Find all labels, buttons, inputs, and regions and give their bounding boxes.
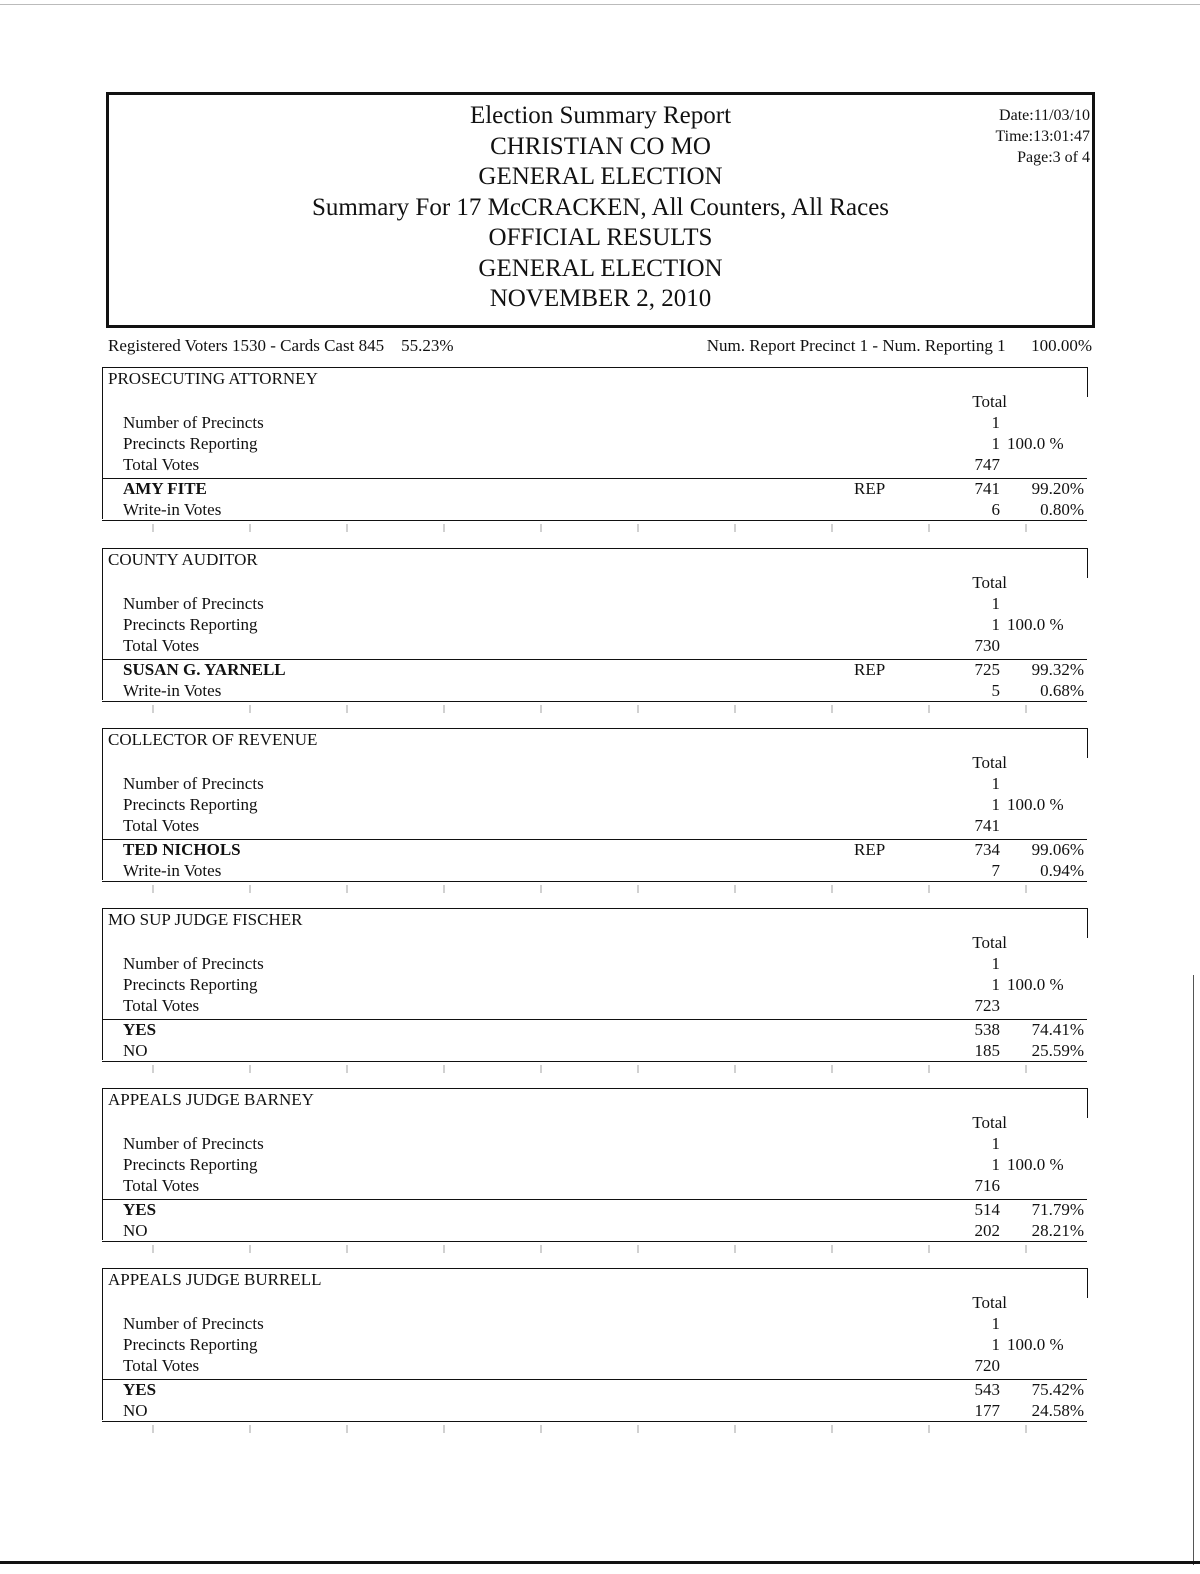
race-specks: [114, 1245, 1074, 1253]
report-date: Date:11/03/10: [999, 107, 1090, 124]
results-status: OFFICIAL RESULTS: [488, 224, 713, 251]
row-label: AMY FITE: [123, 479, 207, 498]
reporting-percent: 100.00%: [1031, 336, 1092, 355]
race-rule-tick: [1077, 908, 1087, 909]
result-row: [102, 996, 1097, 1017]
result-row: [102, 1176, 1097, 1197]
vote-percent: 100.0 %: [1007, 795, 1064, 814]
race-rule-top: [102, 367, 1087, 368]
total-column-header: Total: [972, 392, 1007, 411]
race-specks: [114, 885, 1074, 893]
race-rule-tick: [1077, 1088, 1087, 1089]
row-label: Precincts Reporting: [123, 1155, 258, 1174]
vote-percent: 100.0 %: [1007, 1335, 1064, 1354]
result-row: [102, 615, 1097, 636]
race-rule-right: [1087, 908, 1088, 938]
vote-total: 543: [974, 1380, 1000, 1399]
row-label: Write-in Votes: [123, 681, 222, 700]
row-label: Precincts Reporting: [123, 975, 258, 994]
row-label: Number of Precincts: [123, 774, 264, 793]
race-specks: [114, 1425, 1074, 1433]
party-label: REP: [854, 840, 886, 859]
turnout-percent: 55.23%: [401, 336, 454, 355]
vote-total: 1: [991, 774, 1000, 793]
row-label: Number of Precincts: [123, 954, 264, 973]
vote-total: 1: [991, 954, 1000, 973]
result-row: [102, 636, 1097, 657]
registered-voters: Registered Voters 1530 - Cards Cast 845: [108, 336, 385, 355]
race-rule-tick: [1077, 367, 1087, 368]
vote-total: 538: [974, 1020, 1000, 1039]
race-block: [102, 728, 1097, 900]
vote-total: 747: [974, 455, 1000, 474]
result-row: [102, 500, 1097, 521]
race-title: MO SUP JUDGE FISCHER: [108, 910, 303, 929]
race-title: COLLECTOR OF REVENUE: [108, 730, 318, 749]
row-label: Write-in Votes: [123, 861, 222, 880]
top-edge-rule: [0, 4, 1200, 5]
row-label: YES: [123, 1380, 157, 1399]
result-row: [102, 954, 1097, 975]
race-title: APPEALS JUDGE BURRELL: [108, 1270, 322, 1289]
result-row: [102, 816, 1097, 837]
vote-percent: 24.58%: [1031, 1401, 1084, 1420]
vote-percent: 0.94%: [1040, 861, 1084, 880]
race-rule-top: [102, 1268, 1087, 1269]
vote-total: 1: [991, 413, 1000, 432]
page-number: Page:3 of 4: [1017, 149, 1090, 166]
row-label: Total Votes: [123, 636, 200, 655]
race-rule-top: [102, 548, 1087, 549]
race-block: [102, 367, 1097, 539]
total-column-header: Total: [972, 933, 1007, 952]
row-label: Precincts Reporting: [123, 795, 258, 814]
vote-total: 1: [991, 1134, 1000, 1153]
vote-total: 716: [974, 1176, 1000, 1195]
total-column-header: Total: [972, 1113, 1007, 1132]
race-specks: [114, 1065, 1074, 1073]
vote-percent: 99.20%: [1031, 479, 1084, 498]
vote-percent: 100.0 %: [1007, 615, 1064, 634]
report-title: Election Summary Report: [469, 102, 732, 129]
race-rule-top: [102, 1088, 1087, 1089]
vote-total: 1: [991, 1335, 1000, 1354]
result-row: [102, 795, 1097, 816]
total-column-header: Total: [972, 573, 1007, 592]
vote-total: 1: [991, 1314, 1000, 1333]
county-name: CHRISTIAN CO MO: [490, 132, 711, 160]
result-row: [102, 594, 1097, 615]
row-label: TED NICHOLS: [123, 840, 241, 859]
row-label: NO: [123, 1221, 148, 1240]
vote-percent: 28.21%: [1031, 1221, 1084, 1240]
row-label: NO: [123, 1041, 148, 1060]
vote-percent: 0.68%: [1040, 681, 1084, 700]
vote-total: 177: [974, 1401, 1000, 1420]
election-name: GENERAL ELECTION: [478, 163, 723, 190]
vote-percent: 99.32%: [1031, 660, 1084, 679]
vote-total: 185: [974, 1041, 1000, 1060]
result-row: [102, 660, 1097, 681]
result-row: [102, 1380, 1097, 1401]
vote-total: 720: [974, 1356, 1000, 1375]
vote-total: 1: [991, 615, 1000, 634]
row-label: Precincts Reporting: [123, 615, 258, 634]
result-row: [102, 1020, 1097, 1041]
row-label: Total Votes: [123, 455, 200, 474]
race-rule-right: [1087, 548, 1088, 578]
vote-total: 6: [991, 500, 1000, 519]
result-row: [102, 975, 1097, 996]
vote-percent: 25.59%: [1031, 1041, 1084, 1060]
row-label: YES: [123, 1020, 157, 1039]
result-row: [102, 434, 1097, 455]
row-label: Total Votes: [123, 816, 200, 835]
election-name-repeat: GENERAL ELECTION: [478, 254, 723, 282]
result-row: [102, 1041, 1097, 1062]
race-title: PROSECUTING ATTORNEY: [108, 369, 318, 388]
vote-total: 741: [974, 479, 1000, 498]
race-rule-right: [1087, 1088, 1088, 1118]
race-rule-tick: [1077, 728, 1087, 729]
race-rule-right: [1087, 728, 1088, 758]
race-specks: [114, 524, 1074, 532]
result-row: [102, 681, 1097, 702]
precincts-reporting-summary: Num. Report Precinct 1 - Num. Reporting 1: [706, 336, 1006, 355]
vote-percent: 71.79%: [1031, 1200, 1084, 1219]
race-rule-tick: [1077, 548, 1087, 549]
vote-percent: 100.0 %: [1007, 1155, 1064, 1174]
row-label: YES: [123, 1200, 157, 1219]
vote-total: 1: [991, 1155, 1000, 1174]
bottom-edge-rule: [0, 1561, 1200, 1564]
race-rule-right: [1087, 1268, 1088, 1298]
row-label: Number of Precincts: [123, 1314, 264, 1333]
vote-total: 202: [974, 1221, 1000, 1240]
vote-total: 5: [991, 681, 1000, 700]
result-row: [102, 840, 1097, 861]
vote-total: 1: [991, 594, 1000, 613]
row-label: SUSAN G. YARNELL: [123, 660, 286, 679]
row-label: Precincts Reporting: [123, 434, 258, 453]
race-title: COUNTY AUDITOR: [108, 550, 258, 569]
vote-percent: 100.0 %: [1007, 975, 1064, 994]
race-rule-top: [102, 728, 1087, 729]
vote-percent: 99.06%: [1031, 840, 1084, 859]
race-block: [102, 548, 1097, 720]
vote-percent: 75.42%: [1031, 1380, 1084, 1399]
vote-total: 725: [974, 660, 1000, 679]
race-specks: [114, 705, 1074, 713]
result-row: [102, 1221, 1097, 1242]
report-time: Time:13:01:47: [995, 128, 1090, 145]
race-block: [102, 1268, 1097, 1440]
vote-total: 730: [974, 636, 1000, 655]
row-label: NO: [123, 1401, 148, 1420]
election-date: NOVEMBER 2, 2010: [489, 285, 712, 312]
race-rule-top: [102, 908, 1087, 909]
report-meta: [995, 105, 1090, 168]
row-label: Number of Precincts: [123, 594, 264, 613]
race-title: APPEALS JUDGE BARNEY: [108, 1090, 314, 1109]
result-row: [102, 1200, 1097, 1221]
result-row: [102, 774, 1097, 795]
scan-edge-line: [1193, 975, 1194, 1565]
vote-percent: 100.0 %: [1007, 434, 1064, 453]
result-row: [102, 1134, 1097, 1155]
result-row: [102, 1356, 1097, 1377]
total-column-header: Total: [972, 753, 1007, 772]
row-label: Write-in Votes: [123, 500, 222, 519]
registration-summary: [108, 336, 1092, 358]
vote-total: 1: [991, 434, 1000, 453]
race-block: [102, 1088, 1097, 1260]
race-rule-tick: [1077, 1268, 1087, 1269]
vote-total: 723: [974, 996, 1000, 1015]
row-label: Total Votes: [123, 1356, 200, 1375]
result-row: [102, 1314, 1097, 1335]
result-row: [102, 413, 1097, 434]
vote-total: 741: [974, 816, 1000, 835]
row-label: Number of Precincts: [123, 413, 264, 432]
vote-percent: 0.80%: [1040, 500, 1084, 519]
row-label: Precincts Reporting: [123, 1335, 258, 1354]
result-row: [102, 1401, 1097, 1422]
result-row: [102, 861, 1097, 882]
result-row: [102, 479, 1097, 500]
party-label: REP: [854, 479, 886, 498]
race-rule-right: [1087, 367, 1088, 397]
result-row: [102, 455, 1097, 476]
vote-total: 514: [974, 1200, 1000, 1219]
vote-total: 734: [974, 840, 1000, 859]
party-label: REP: [854, 660, 886, 679]
vote-percent: 74.41%: [1031, 1020, 1084, 1039]
summary-scope: Summary For 17 McCRACKEN, All Counters, All Races: [311, 193, 890, 221]
total-column-header: Total: [972, 1293, 1007, 1312]
vote-total: 7: [991, 861, 1000, 880]
result-row: [102, 1335, 1097, 1356]
row-label: Number of Precincts: [123, 1134, 264, 1153]
row-label: Total Votes: [123, 996, 200, 1015]
race-block: [102, 908, 1097, 1080]
report-header-box: [106, 92, 1095, 328]
report-title-block: [109, 101, 1092, 315]
result-row: [102, 1155, 1097, 1176]
vote-total: 1: [991, 795, 1000, 814]
vote-total: 1: [991, 975, 1000, 994]
row-label: Total Votes: [123, 1176, 200, 1195]
